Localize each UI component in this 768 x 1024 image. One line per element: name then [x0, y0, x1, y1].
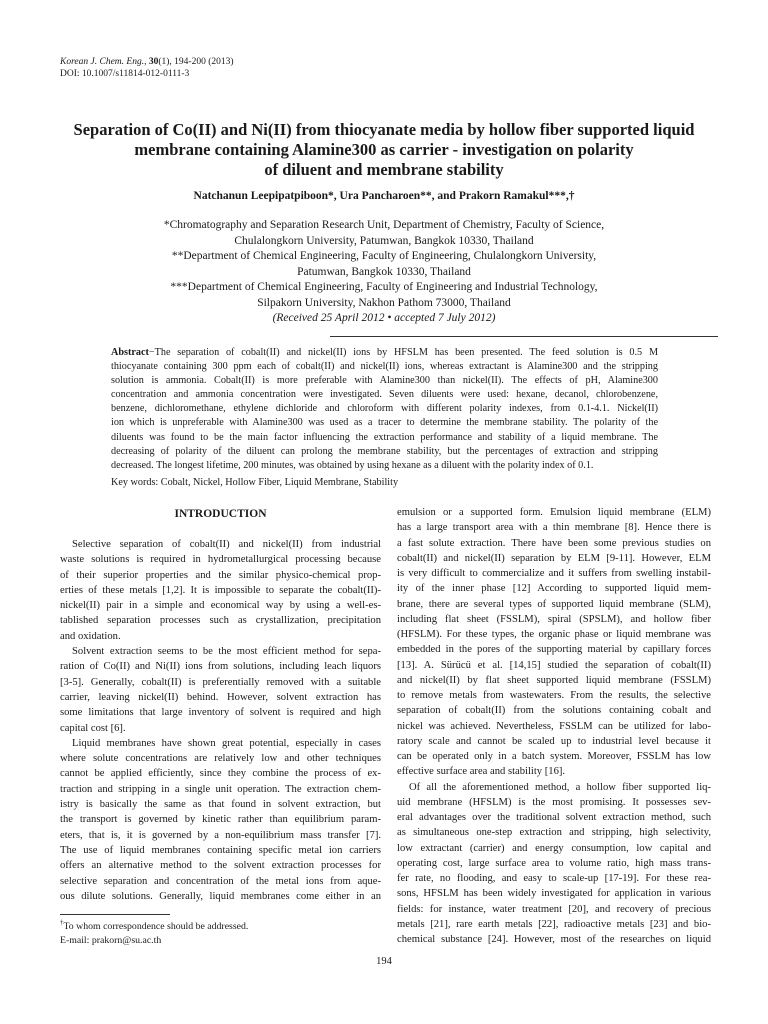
paragraph-line: effective surface area and stability [16]. [397, 766, 566, 778]
paragraph-line: cobalt(II) and nickel(II) separation by ELM [9-11]. However, ELM [397, 552, 711, 564]
abstract-line: decreasing of polarity of the diluent can prolong the membrane stability, but the percentages of extraction and stripping [111, 445, 658, 457]
footnote-divider [60, 914, 170, 915]
paragraph-line: has a large transport area with a thin membrane [8]. Hence there is [397, 522, 711, 534]
title-line: of diluent and membrane stability [264, 160, 504, 179]
keywords: Key words: Cobalt, Nickel, Hollow Fiber, Liquid Membrane, Stability [111, 477, 399, 488]
paragraph-line: separation of cobalt(II) from the solutions containing cobalt and [397, 705, 711, 717]
footnote [60, 920, 248, 948]
abstract-line: ion which is unpreferable with Alamine300 was used as a tracer to determine the membrane stability. The polarity of the [111, 417, 658, 429]
paragraph-line: tablished separation processes such as crystallization, precipitation [60, 615, 381, 627]
paragraph-line: chemical substance [24]. However, most of the researches on liquid [397, 934, 711, 945]
abstract-line: concentration and ammonia concentration were investigated. Seven diluents were used: hexane, decanol, chlorobenzene, [111, 389, 658, 401]
paragraph-line: nickel(II) pair in a simple and economical way by using a well-es- [60, 600, 381, 612]
paragraph-line: waste solutions is required in hydrometallurgical processing because [60, 554, 381, 566]
journal-header [60, 56, 234, 80]
paragraph-line: a fast solute extraction. There have been some previous studies on [397, 537, 711, 549]
paragraph-line: fer rate, no flooding, and easy to scale-up [17-19]. For these rea- [397, 873, 711, 884]
affiliation-line: Patumwan, Bangkok 10330, Thailand [297, 265, 471, 278]
paragraph-line: emulsion or a supported form. Emulsion liquid membrane (ELM) [397, 507, 711, 518]
paragraph-line: some limitations that large inventory of solvent is required and high [60, 707, 381, 719]
title-line: Separation of Co(II) and Ni(II) from thiocyanate media by hollow fiber supported liquid [73, 120, 695, 139]
paragraph-line: capital cost [6]. [60, 722, 126, 734]
abstract-divider [330, 336, 718, 337]
paragraph-line: selective separation and concentration of the metal ions from aque- [60, 875, 381, 887]
abstract-label: Abstract [111, 347, 149, 358]
abstract-line: thiocyanate containing 300 ppm each of cobalt(II) and nickel(II) ions, whereas extractant is Alamine300 and the stripping [111, 361, 658, 373]
paragraph-line: Solvent extraction seems to be the most efficient method for sepa- [72, 646, 381, 658]
paragraph-line: eters, that is, it is governed by a non-equilibrium mass transfer [7]. [60, 829, 381, 841]
paragraph-line: carrier, leaving nickel(II) behind. However, solvent extraction has [60, 691, 381, 703]
paragraph-line: fields: for instance, water treatment [20], and recovery of precious [397, 903, 711, 915]
paragraph-line: sons, HFSLM has been widely investigated for application in various [397, 888, 711, 900]
affiliation-line: *Chromatography and Separation Research Unit, Department of Chemistry, Faculty of Science, [163, 219, 605, 231]
paragraph-line: as simultaneous one-step extraction and stripping, high selectivity, [397, 827, 711, 839]
paragraph-line: [3-5]. Generally, cobalt(II) is preferentially removed with a suitable [60, 676, 381, 688]
paragraph-line: to remove metals from wastewaters. From the results, the selective [397, 690, 711, 701]
received-dates: (Received 25 April 2012 • accepted 7 July 2012) [272, 312, 496, 324]
paragraph-line: nickel was achieved. Nevertheless, FSSLM can be utilized for labo- [397, 720, 711, 732]
affiliation-line: Silpakorn University, Nakhon Pathom 73000, Thailand [257, 296, 511, 309]
paragraph-line: ity of the inner phase [12] According to supported liquid mem- [397, 583, 711, 595]
paragraph-line: brane, there are several types of supported liquid membrane (SLM), [397, 598, 711, 610]
affiliation-line: Chulalongkorn University, Patumwan, Bangkok 10330, Thailand [234, 234, 534, 247]
affiliations [80, 218, 688, 327]
paragraph-line: uid membrane (HFSLM) is the most promising. It possesses sev- [397, 796, 711, 808]
paragraph-line: ratory scale and cannot be scaled up to industrial level because it [397, 735, 711, 747]
doi: DOI: 10.1007/s11814-012-0111-3 [60, 69, 190, 79]
paragraph-line: can be operated only in a batch system. Moreover, FSSLM has low [397, 751, 711, 762]
section-heading-introduction: INTRODUCTION [174, 508, 267, 520]
paragraph-line: Liquid membranes have shown great potential, especially in cases [72, 737, 381, 749]
paragraph-line: erties of these metals [1,2]. It is impossible to separate the cobalt(II)- [60, 584, 381, 596]
paragraph-line: metals [21], rare earth metals [22], radioactive metals [23] and bio- [397, 918, 711, 930]
paragraph-line: is very difficult to commercialize and it suffers from swelling instabil- [397, 568, 711, 579]
abstract-line: diluents was found to be the main factor influencing the extraction performance and stability of a liquid membrane. The [111, 431, 658, 443]
paragraph-line: Selective separation of cobalt(II) and nickel(II) from industrial [72, 539, 381, 550]
paragraph-line: operating cost, large surface area to volume ratio, high mass trans- [397, 857, 711, 869]
footnote-email: E-mail: prakorn@su.ac.th [60, 935, 162, 946]
paragraph-line: and oxidation. [60, 630, 121, 642]
abstract-line: solution is ammonia. Cobalt(II) is more preferable with Alamine300 than nickel(II). The effects of pH, Alamine300 [111, 375, 658, 387]
paragraph-line: cannot be applied efficiently, since they combine the process of ex- [60, 768, 381, 780]
title-line: membrane containing Alamine300 as carrier - investigation on polarity [134, 140, 634, 159]
paragraph-line: The use of liquid membranes containing specific metal ion carriers [60, 844, 381, 856]
body-column-right [397, 505, 711, 947]
paragraph-line: and nickel(II) by flat sheet supported liquid membrane (FSSLM) [397, 674, 711, 686]
dagger-mark: † [60, 918, 64, 927]
abstract [111, 346, 658, 473]
paragraph-line: low extractant (carrier) and energy consumption, low capital and [397, 842, 711, 854]
paragraph-line: the transport is governed by kinetic rather than equilibrium param- [60, 814, 381, 826]
author-list: Natchanun Leepipatpiboon*, Ura Pancharoen**, and Prakorn Ramakul***,† [193, 190, 575, 202]
paragraph-line: including flat sheet (FSSLM), spiral (SPSLM), and hollow fiber [397, 613, 711, 625]
body-column-left [60, 537, 381, 904]
paragraph-line: istry is basically the same as that found in solvent extraction, but [60, 799, 381, 811]
abstract-line: Abstract−The separation of cobalt(II) and nickel(II) ions by HFSLM has been presented. The feed solution is 0.5 M [111, 347, 658, 358]
journal-citation: Korean J. Chem. Eng., 30(1), 194-200 (2013) [60, 57, 234, 67]
abstract-line: decreased. The longest lifetime, 200 minutes, was obtained by using hexane as a diluent with the polarity index of 0.1. [111, 459, 594, 471]
paragraph-line: Of all the aforementioned method, a hollow fiber supported liq- [409, 781, 711, 793]
footnote-correspondence: †To whom correspondence should be addressed. [60, 918, 249, 932]
page-number: 194 [376, 956, 392, 967]
paragraph-line: ration of Co(II) and Ni(II) ions from solutions, including leach liquors [60, 661, 381, 673]
paragraph-line: traction and stripping in a single unit operation. The extraction chem- [60, 783, 381, 795]
abstract-line: benzene, dichloromethane, ethylene dichloride and chloroform with different polarity indexes, from 0.1-4.1. Nickel(II) [111, 403, 658, 415]
paragraph-line: where solute concentrations are relatively low and other techniques [60, 753, 381, 765]
paragraph-line: embedded in the pores of the supporting material by capillary forces [397, 644, 711, 656]
paragraph-line: offers an alternative method to the solvent extraction processes for [60, 860, 381, 872]
affiliation-line: **Department of Chemical Engineering, Faculty of Engineering, Chulalongkorn University, [171, 250, 597, 262]
paragraph-line: ous dilute solutions. Generally, liquid membranes come either in an [60, 890, 381, 902]
paragraph-line: (HFSLM). For these types, the organic phase or liquid membrane was [397, 629, 711, 640]
affiliation-line: ***Department of Chemical Engineering, Faculty of Engineering and Industrial Technology, [170, 281, 598, 293]
paragraph-line: [13]. A. Sürücü et al. [14,15] studied the separation of cobalt(II) [397, 659, 711, 671]
paragraph-line: eral advantages over the traditional solvent extraction method, such [397, 812, 711, 823]
paragraph-line: of their superior properties and the similar physico-chemical prop- [60, 569, 381, 581]
paper-title [50, 120, 718, 180]
